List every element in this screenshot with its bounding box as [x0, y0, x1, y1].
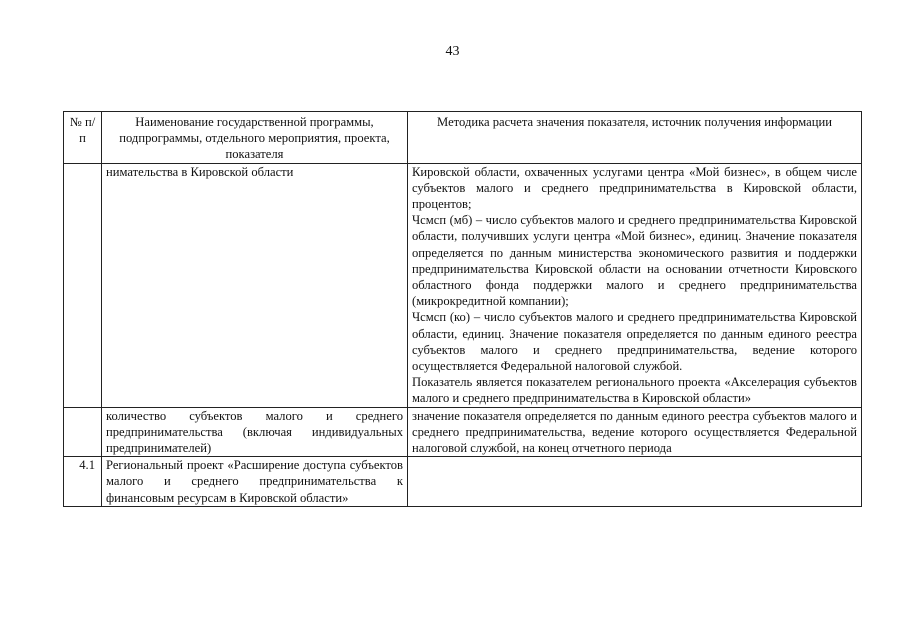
- indicator-table: [63, 111, 862, 507]
- method-paragraph: Кировской области, охваченных услугами центра «Мой бизнес», в общем числе субъектов малого и среднего предпринимательства в Кировской области, процентов;: [412, 164, 857, 212]
- method-paragraph: Чсмсп (мб) – число субъектов малого и среднего предпринимательства Кировской области, получивших услуги центра «Мой бизнес», единиц. Значение показателя определяется по данным министерства экономического развития и поддержки предпринимательства Кировской области на основании отчетности Кировского областного фонда поддержки малого и среднего предпринимательства (микрокредитной компании);: [412, 213, 857, 309]
- table-row: [64, 163, 862, 407]
- method-paragraph: Чсмсп (ко) – число субъектов малого и среднего предпринимательства Кировской области, единиц. Значение показателя определяется по данным единого реестра субъектов малого и среднего предпринимательства, ведение которого осуществляется Федеральной налоговой службой.: [412, 310, 857, 374]
- row-method: [408, 163, 862, 407]
- row-name: нимательства в Кировской области: [102, 163, 408, 407]
- table-header-row: [64, 112, 862, 164]
- row-number: [64, 163, 102, 407]
- row-method: [408, 457, 862, 507]
- header-number: № п/п: [64, 112, 102, 164]
- table-row: [64, 407, 862, 457]
- row-method: [408, 407, 862, 457]
- row-number: 4.1: [64, 457, 102, 507]
- row-number: [64, 407, 102, 457]
- page-number: 43: [445, 44, 460, 59]
- row-name: Региональный проект «Расширение доступа субъектов малого и среднего предпринимательства к финансовым ресурсам в Кировской области»: [102, 457, 408, 507]
- method-paragraph: значение показателя определяется по данным единого реестра субъектов малого и среднего предпринимательства, ведение которого осуществляется Федеральной налоговой службой, на конец отчетного периода: [412, 408, 857, 456]
- method-paragraph: Показатель является показателем регионального проекта «Акселерация субъектов малого и среднего предпринимательства в Кировской области»: [412, 375, 857, 406]
- header-name: Наименование государственной программы, подпрограммы, отдельного мероприятия, проекта, показателя: [102, 112, 408, 164]
- table-row: [64, 457, 862, 507]
- header-method: Методика расчета значения показателя, источник получения информации: [408, 112, 862, 164]
- row-name: количество субъектов малого и среднего предпринимательства (включая индивидуальных предпринимателей): [102, 407, 408, 457]
